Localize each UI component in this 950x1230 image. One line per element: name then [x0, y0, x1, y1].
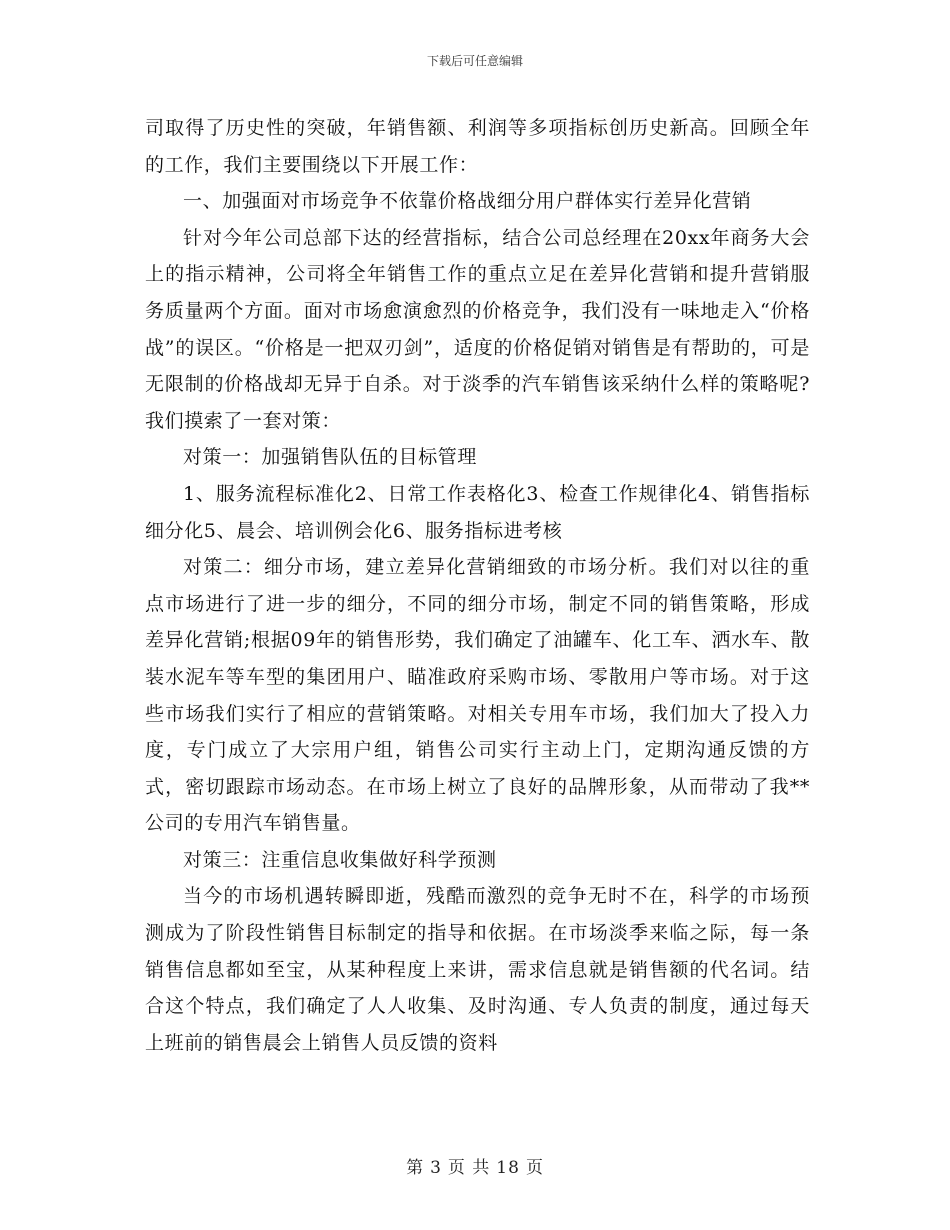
strategy-heading-2-paragraph: 对策二：细分市场，建立差异化营销细致的市场分析。我们对以往的重点市场进行了进一步的细分，不同的细分市场，制定不同的销售策略，形成差异化营销;根据09年的销售形势，我们确定了油罐车、化工车、洒水车、散装水泥车等车型的集团用户、瞄准政府采购市场、零散用户等市场。对于这些市场我们实行了相应的营销策略。对相关专用车市场，我们加大了投入力度，专门成立了大宗用户组，销售公司实行主动上门，定期沟通反馈的方式，密切跟踪市场动态。在市场上树立了良好的品牌形象，从而带动了我**公司的专用汽车销售量。 [145, 556, 810, 835]
page-label-suffix: 页 [525, 1158, 544, 1178]
strategy-heading-3: 对策三：注重信息收集做好科学预测 [183, 848, 497, 871]
page-header: 下载后可任意编辑 [426, 54, 523, 68]
page-label-mid: 页 共 [447, 1158, 491, 1178]
paragraph: 当今的市场机遇转瞬即逝，残酷而激烈的竞争无时不在，科学的市场预测成为了阶段性销售目标制定的指导和依据。在市场淡季来临之际，每一条销售信息都如至宝，从某种程度上来讲，需求信息就是销售额的代名词。结合这个特点，我们确定了人人收集、及时沟通、专人负责的制度，通过每天上班前的销售晨会上销售人员反馈的资料 [145, 885, 810, 1054]
section-heading-1: 一、加强面对市场竞争不依靠价格战细分用户群体实行差异化营销 [183, 190, 752, 213]
paragraph-continuation: 司取得了历史性的突破，年销售额、利润等多项指标创历史新高。回顾全年的工作，我们主要围绕以下开展工作： [145, 117, 810, 176]
page-footer [0, 1153, 950, 1178]
current-page-number: 3 [430, 1158, 442, 1178]
paragraph: 针对今年公司总部下达的经营指标，结合公司总经理在20xx年商务大会上的指示精神，公司将全年销售工作的重点立足在差异化营销和提升营销服务质量两个方面。面对市场愈演愈烈的价格竞争，我们没有一味地走入“价格战”的误区。“价格是一把双刃剑”，适度的价格促销对销售是有帮助的，可是无限制的价格战却无异于自杀。对于淡季的汽车销售该采纳什么样的策略呢?我们摸索了一套对策： [145, 226, 810, 432]
total-pages-number: 18 [496, 1158, 520, 1178]
strategy-list: 1、服务流程标准化2、日常工作表格化3、检查工作规律化4、销售指标细分化5、晨会、培训例会化6、服务指标进考核 [145, 482, 810, 542]
document-body [145, 110, 810, 1061]
strategy-heading-1: 对策一：加强销售队伍的目标管理 [183, 446, 478, 469]
page-label-prefix: 第 [406, 1158, 425, 1178]
